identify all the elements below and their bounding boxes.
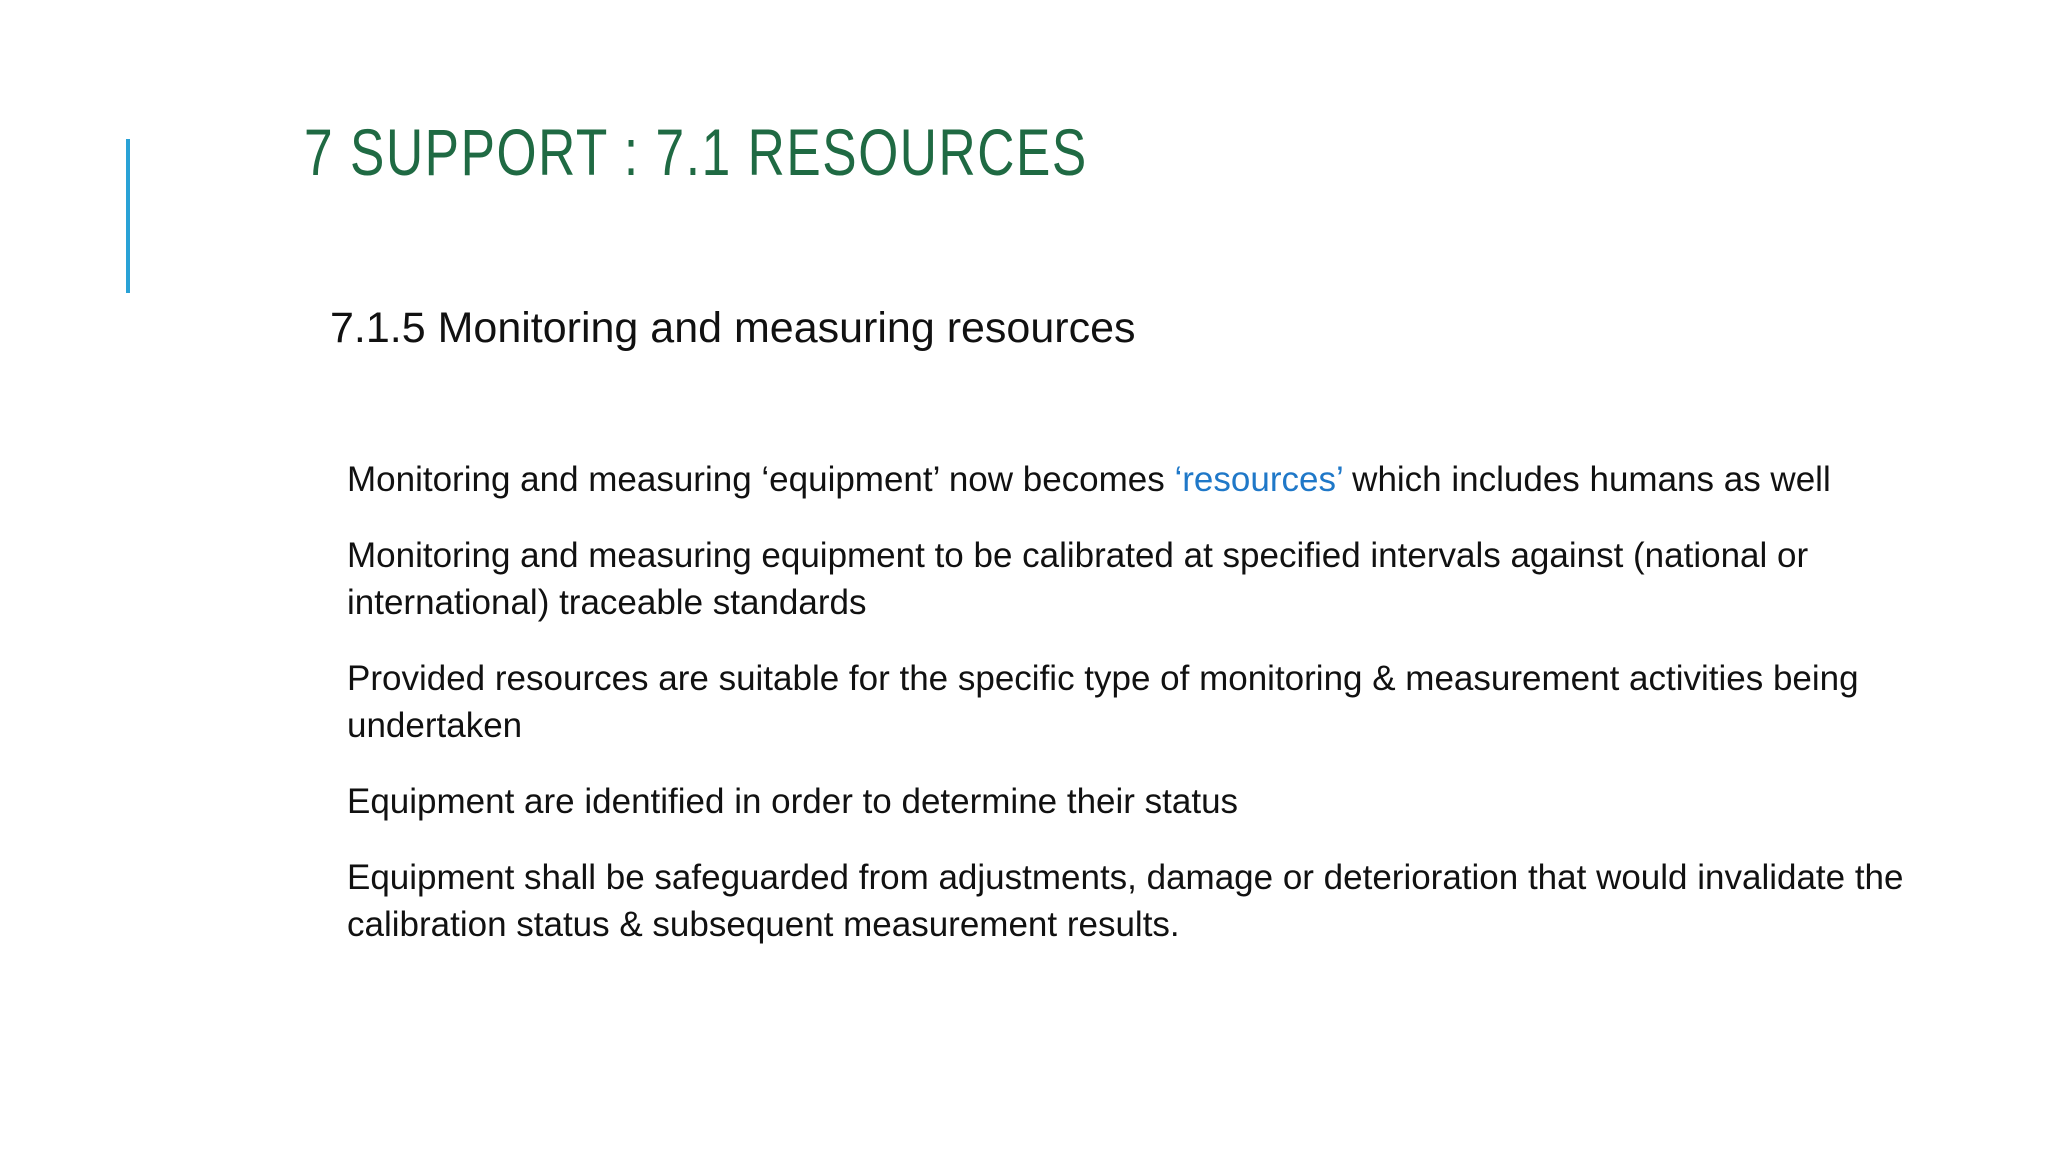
bullet-text: Equipment shall be safeguarded from adjustments, damage or deterioration that would invalidate the calibration status & subsequent measurement results.	[347, 858, 1904, 944]
bullet-item	[347, 778, 1967, 825]
bullet-text-continued: which includes humans as well	[1342, 460, 1831, 499]
bullet-text: Equipment are identified in order to determine their status	[347, 782, 1239, 821]
bullet-item	[347, 456, 1967, 503]
bullet-text: Monitoring and measuring equipment to be calibrated at specified intervals against (national or international) traceable standards	[347, 536, 1809, 622]
bullet-item	[347, 854, 1967, 948]
section-subheading: 7.1.5 Monitoring and measuring resources	[330, 304, 1136, 352]
bullet-text: Monitoring and measuring ‘equipment’ now becomes	[347, 460, 1175, 499]
bullet-item	[347, 532, 1967, 626]
accent-bar	[126, 139, 130, 293]
bullet-item	[347, 655, 1967, 749]
slide-title: 7 SUPPORT : 7.1 RESOURCES	[304, 115, 1088, 189]
bullet-text: Provided resources are suitable for the specific type of monitoring & measurement activities being undertaken	[347, 659, 1859, 745]
highlighted-term: ‘resources’	[1174, 460, 1343, 499]
bullet-list	[347, 456, 1967, 977]
